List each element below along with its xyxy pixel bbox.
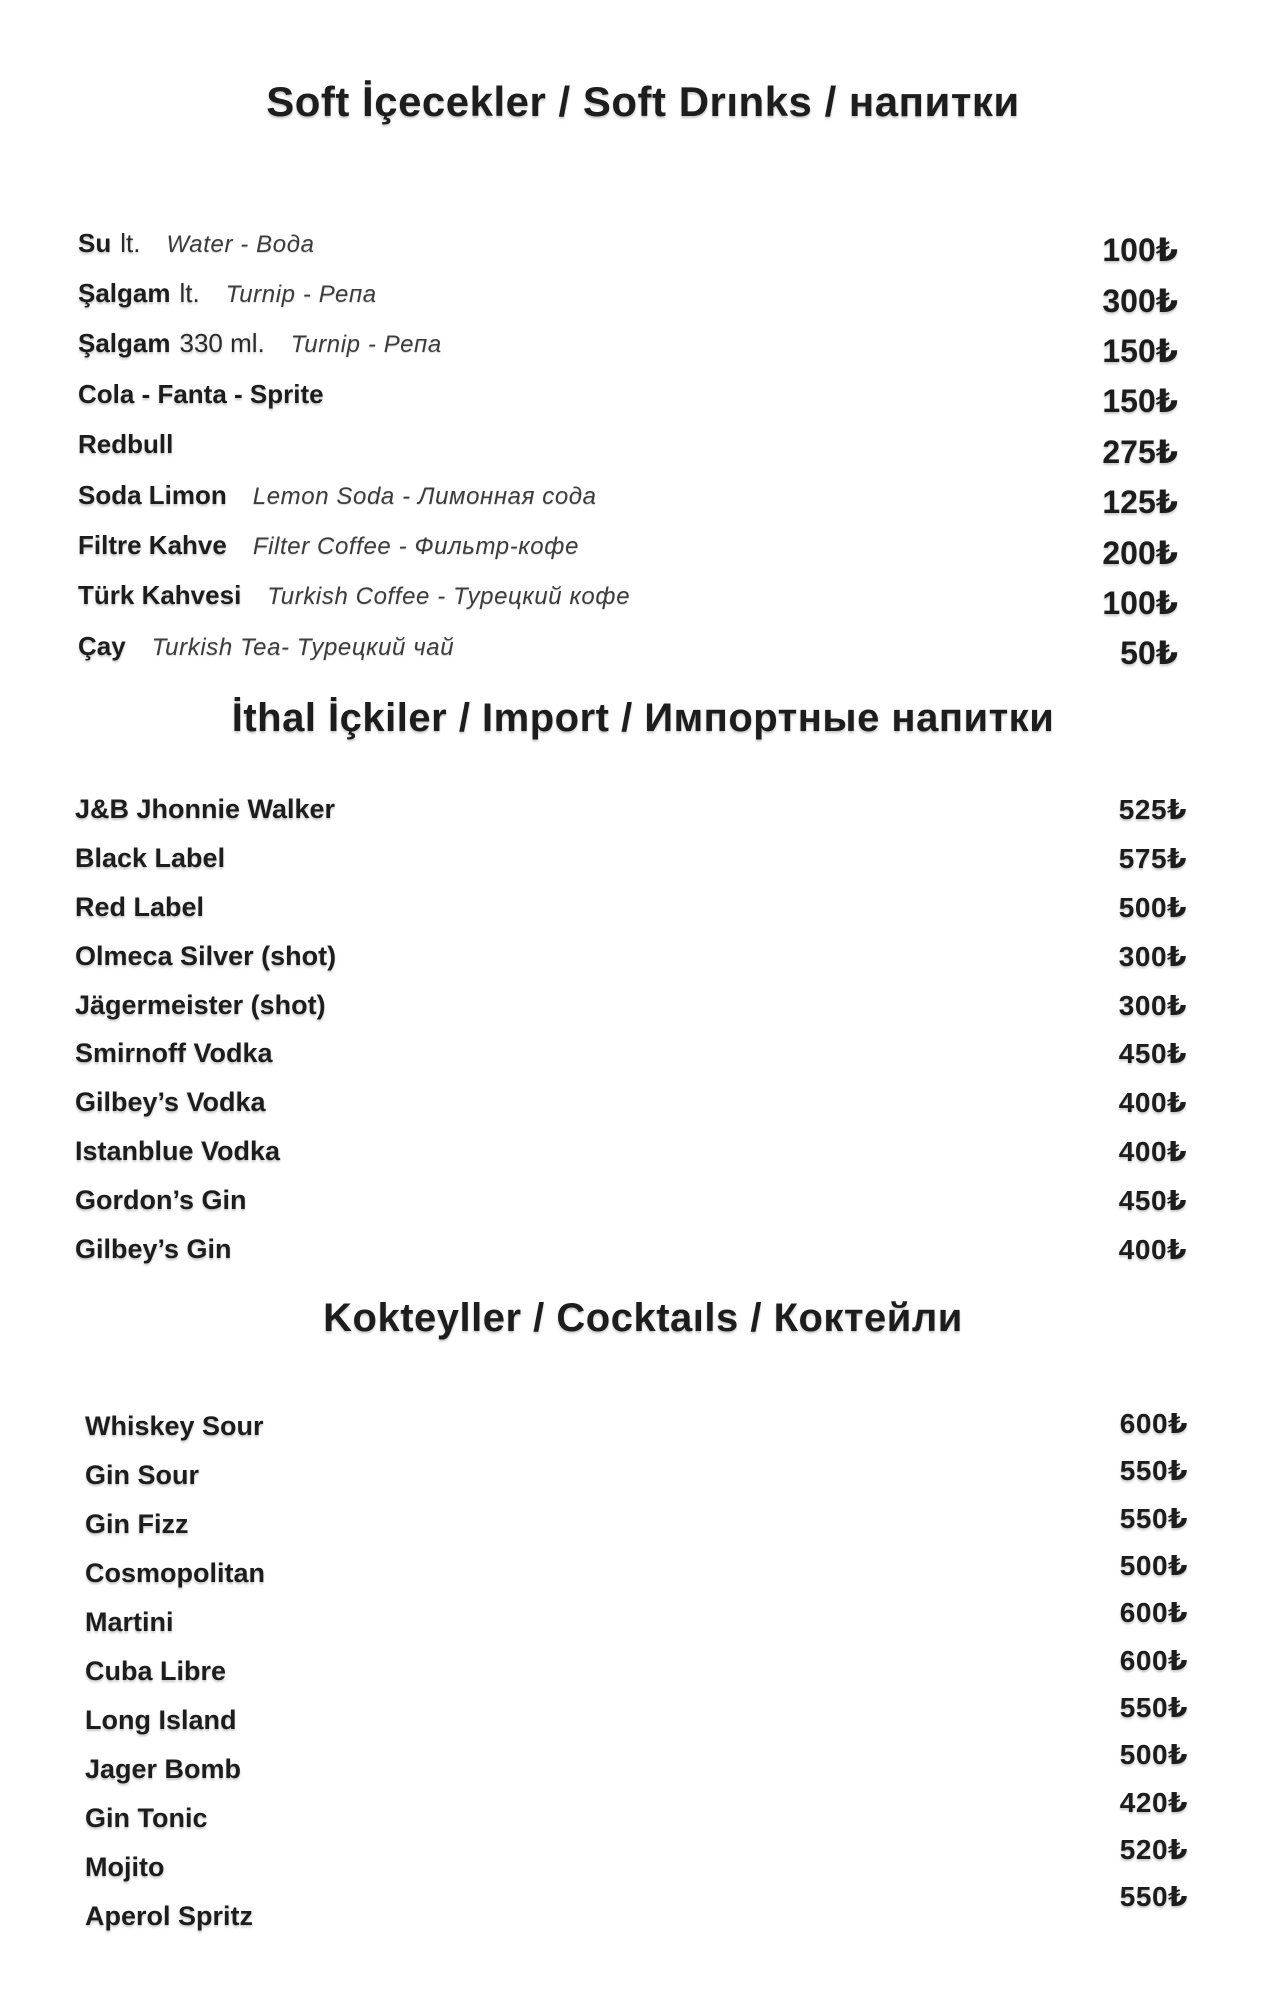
menu-item-price: 550₺ [1119,1455,1188,1487]
import-drinks-list [75,785,1187,1274]
menu-item-row [75,1078,1187,1127]
menu-item-name: Smirnoff Vodka [75,1038,273,1069]
menu-item-label [78,328,442,359]
menu-item-name: Türk Kahvesi [78,580,242,611]
menu-item-name: Şalgam [78,328,171,359]
menu-item-name: Gin Sour [85,1460,199,1490]
menu-item-name: Soda Limon [78,479,227,510]
menu-item-row [78,319,1178,369]
menu-item-name: Mojito [85,1852,165,1882]
menu-item-row [78,268,1178,318]
menu-item-name: Gin Fizz [85,1509,189,1539]
menu-item-translation: Turnip - Репа [225,281,377,309]
menu-item-label [78,480,597,511]
menu-item-row [75,1225,1187,1274]
menu-item-price: 450₺ [1118,1038,1187,1070]
menu-item-name: Aperol Spritz [85,1901,254,1931]
menu-item-translation: Turkish Tea- Турецкий чай [151,633,455,661]
menu-item-price: 600₺ [1119,1644,1188,1676]
menu-item-label [78,278,377,309]
menu-item-label [78,530,579,561]
section-title-soft-drinks: Soft İçecekler / Soft Drınks / напитки [266,78,1020,125]
cocktails-name-column [85,1402,265,1941]
menu-item-label [78,580,630,611]
menu-item-name: Cola - Fanta - Sprite [78,378,324,409]
menu-item-price: 300₺ [1118,989,1187,1021]
menu-item-size: lt. [179,278,200,309]
menu-item-row [78,571,1178,621]
menu-item-name: Istanblue Vodka [75,1136,281,1167]
menu-item-name: Gin Tonic [85,1803,208,1833]
menu-item-name: Redbull [78,429,174,460]
menu-item-name: Gilbey’s Vodka [75,1087,266,1118]
menu-item-price: 300₺ [1102,282,1178,319]
menu-item-price: 550₺ [1119,1881,1188,1913]
menu-item-price: 100₺ [1102,584,1178,621]
menu-item-label [78,379,324,410]
section-title-import-drinks: İthal İçkiler / Import / Импортные напитки [231,696,1055,740]
menu-item-name: Red Label [75,891,205,922]
menu-item-row [78,369,1178,419]
menu-item-price: 400₺ [1118,1087,1187,1119]
menu-item-row [78,621,1178,671]
menu-item-translation: Water - Вода [166,230,315,258]
menu-item-price: 520₺ [1119,1833,1188,1865]
menu-item-row [75,981,1187,1030]
menu-item-price: 50₺ [1120,635,1178,672]
menu-item-price: 550₺ [1119,1502,1188,1534]
menu-item-row [75,1029,1187,1078]
menu-item-price: 500₺ [1119,1739,1188,1771]
menu-item-price: 420₺ [1119,1786,1188,1818]
menu-item-label [78,429,173,460]
menu-item-price: 100₺ [1102,232,1178,269]
menu-item-price: 300₺ [1118,940,1187,972]
menu-item-price: 400₺ [1118,1136,1187,1168]
menu-item-row [75,834,1187,883]
menu-item-row [78,470,1178,520]
menu-item-price: 450₺ [1118,1185,1187,1217]
menu-item-price: 275₺ [1102,433,1178,470]
menu-item-name: J&B Jhonnie Walker [75,793,336,824]
menu-item-name: Su [78,227,112,258]
menu-item-price: 150₺ [1102,332,1178,369]
menu-item-size: lt. [120,227,141,258]
menu-item-name: Cuba Libre [85,1656,227,1686]
menu-item-row [75,883,1187,932]
menu-item-name: Gordon’s Gin [75,1185,247,1216]
menu-item-size: 330 ml. [179,328,265,359]
menu-item-name: Şalgam [78,278,171,309]
menu-item-name: Black Label [75,842,226,873]
menu-item-name: Olmeca Silver (shot) [75,940,337,971]
menu-item-name: Cosmopolitan [85,1558,265,1588]
menu-item-row [78,520,1178,570]
menu-item-price: 500₺ [1119,1550,1188,1582]
menu-item-price: 575₺ [1118,842,1187,874]
soft-drinks-list [78,218,1178,672]
menu-item-price: 600₺ [1119,1408,1188,1440]
menu-item-name: Long Island [85,1705,237,1735]
menu-item-label [78,631,454,662]
menu-item-row [75,932,1187,981]
menu-item-price: 525₺ [1118,793,1187,825]
menu-item-row [78,218,1178,268]
menu-item-row [78,420,1178,470]
menu-item-translation: Turnip - Репа [290,331,442,359]
menu-item-name: Çay [78,630,126,661]
cocktails-price-column [1120,1400,1188,1920]
section-title-cocktails: Kokteyller / Cocktaıls / Коктейли [323,1296,963,1340]
menu-item-name: Martini [85,1607,174,1637]
menu-item-row [75,1127,1187,1176]
menu-item-translation: Lemon Soda - Лимонная сода [252,482,597,510]
menu-item-price: 125₺ [1102,484,1178,521]
menu-item-translation: Filter Coffee - Фильтр-кофе [252,533,580,561]
menu-item-name: Whiskey Sour [85,1411,264,1441]
menu-item-row [75,785,1187,834]
menu-item-name: Jägermeister (shot) [75,989,326,1020]
menu-item-price: 500₺ [1118,891,1187,923]
menu-item-price: 200₺ [1102,534,1178,571]
menu-item-price: 550₺ [1119,1691,1188,1723]
menu-item-price: 400₺ [1118,1233,1187,1265]
menu-item-name: Gilbey’s Gin [75,1233,232,1264]
menu-item-name: Jager Bomb [85,1754,242,1784]
menu-item-row [75,1176,1187,1225]
menu-item-label [78,228,315,259]
menu-item-price: 150₺ [1102,383,1178,420]
menu-item-name: Filtre Kahve [78,530,227,561]
menu-item-translation: Turkish Coffee - Турецкий кофе [267,583,631,611]
menu-item-price: 600₺ [1119,1597,1188,1629]
